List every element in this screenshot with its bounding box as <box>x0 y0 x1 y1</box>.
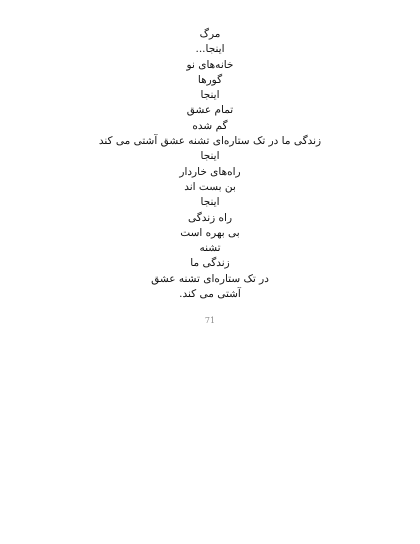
poem-line: مرگ <box>199 28 221 40</box>
poem-body <box>0 27 420 302</box>
poem-line: بن بست اند <box>184 180 236 193</box>
poem-line: زندگی ما <box>190 257 230 270</box>
poem-line: خانه‌های نو <box>186 58 234 71</box>
poem-line: بی بهره است <box>180 226 240 239</box>
poem-line: زندگی ما در تک ستاره‌ای تشنه عشق آشتی می کند <box>98 135 322 148</box>
poem-line: اینجا <box>200 150 220 163</box>
poem-line: راه‌های خاردار <box>179 165 241 178</box>
poem-line: اینجا <box>200 89 220 102</box>
page-number: 71 <box>204 316 216 325</box>
poem-line: اینجا... <box>195 43 225 56</box>
poem-line: آشتی می کند. <box>179 288 241 301</box>
poem-line: گورها <box>197 73 223 86</box>
poem-line: تشنه <box>199 242 221 255</box>
poem-line: در تک ستاره‌ای تشنه عشق <box>151 272 269 285</box>
poem-line: راه زندگی <box>187 211 233 224</box>
poem-line: تمام عشق <box>186 104 234 117</box>
poem-line: گم شده <box>192 119 228 132</box>
poem-line: اینجا <box>200 196 220 209</box>
